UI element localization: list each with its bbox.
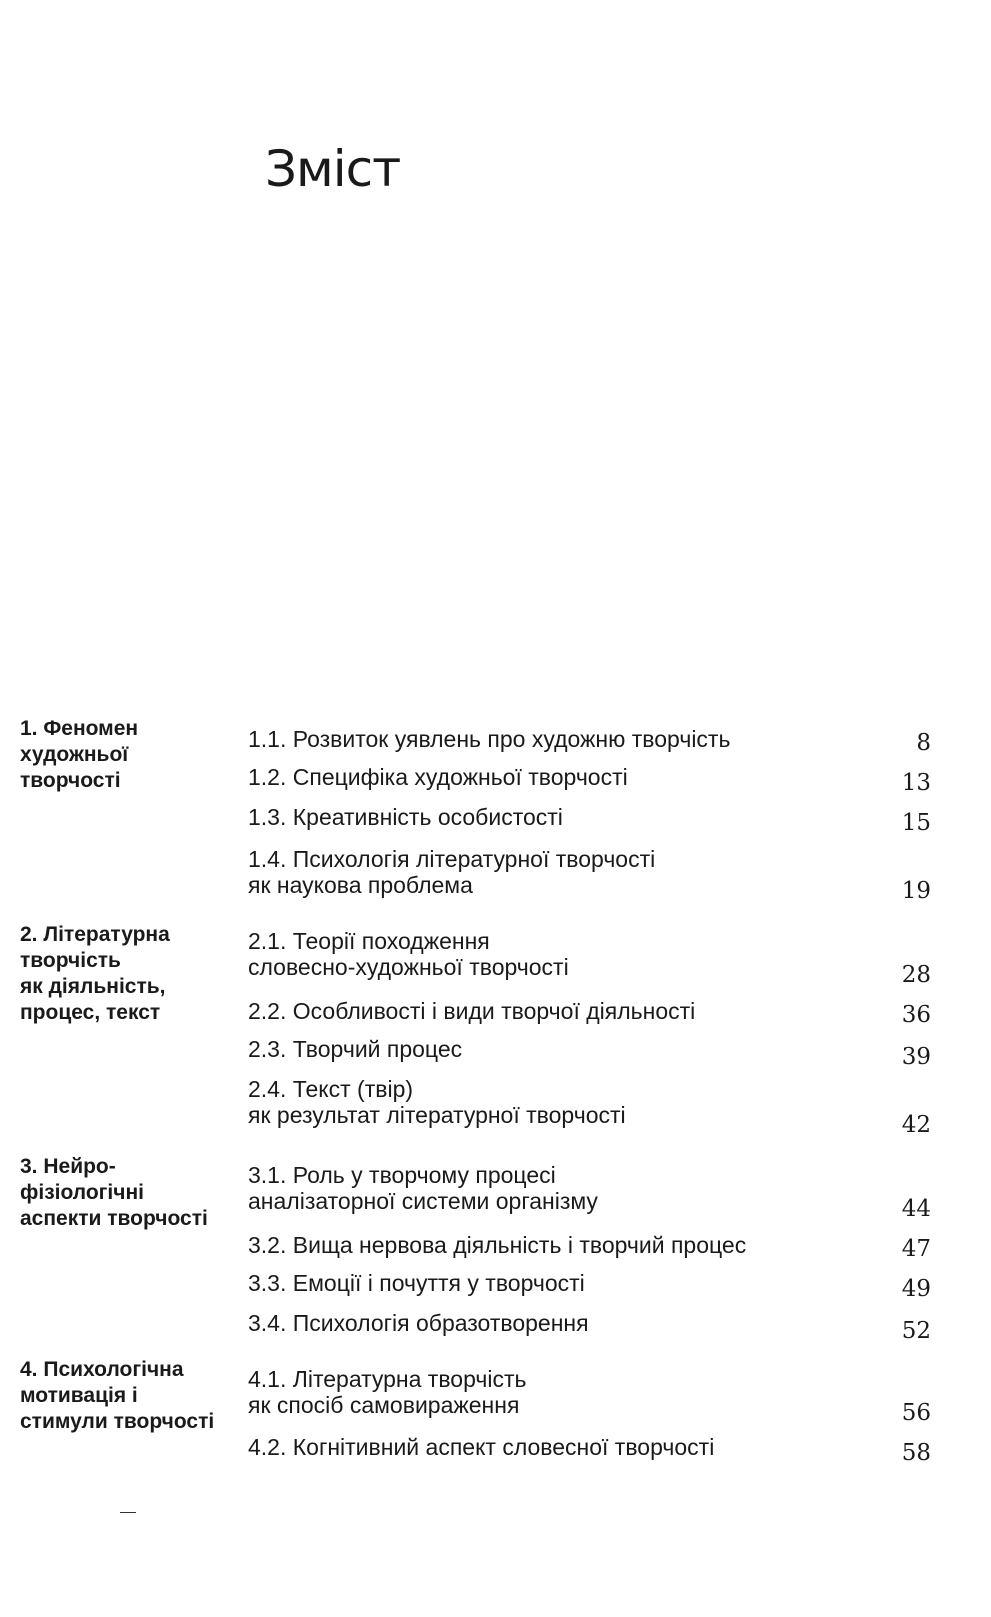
toc-entry-2-4: 2.4. Текст (твір) як результат літературної творчості	[248, 1076, 626, 1128]
divider	[120, 1512, 136, 1513]
page-number: 52	[901, 1318, 931, 1344]
toc-entry-4-1: 4.1. Літературна творчість як спосіб самовираження	[248, 1366, 527, 1418]
toc-entry-3-3: 3.3. Емоції і почуття у творчості	[248, 1270, 585, 1296]
page-number: 28	[901, 962, 931, 988]
toc-entry-1-1: 1.1. Розвиток уявлень про художню творчість	[248, 726, 731, 752]
page-number: 13	[901, 770, 931, 796]
toc-entry-4-2: 4.2. Когнітивний аспект словесної творчості	[248, 1434, 715, 1460]
page-number: 58	[901, 1440, 931, 1466]
toc-entry-3-1: 3.1. Роль у творчому процесі аналізаторної системи організму	[248, 1162, 598, 1214]
toc-entry-1-2: 1.2. Специфіка художньої творчості	[248, 764, 628, 790]
toc-entry-3-4: 3.4. Психологія образотворення	[248, 1310, 589, 1336]
page-title: Зміст	[265, 140, 401, 198]
page-number: 42	[901, 1112, 931, 1138]
page-number: 15	[901, 810, 931, 836]
chapter-1-label: 1. Феномен художньої творчості	[20, 717, 139, 792]
page-number: 44	[901, 1196, 931, 1222]
page-number: 47	[901, 1236, 931, 1262]
page-number: 56	[901, 1400, 931, 1426]
page-number: 49	[901, 1276, 931, 1302]
chapter-3-label: 3. Нейро- фізіологічні аспекти творчості	[20, 1155, 208, 1230]
page-number: 39	[901, 1044, 931, 1070]
toc-entry-2-2: 2.2. Особливості і види творчої діяльності	[248, 998, 696, 1024]
toc-entry-1-4: 1.4. Психологія літературної творчості як наукова проблема	[248, 846, 656, 898]
toc-entry-2-3: 2.3. Творчий процес	[248, 1036, 463, 1062]
chapter-2-label: 2. Літературна творчість як діяльність, процес, текст	[20, 923, 170, 1024]
toc-entry-3-2: 3.2. Вища нервова діяльність і творчий процес	[248, 1232, 747, 1258]
page-number: 8	[916, 730, 931, 756]
chapter-4-label: 4. Психологічна мотивація і стимули творчості	[20, 1358, 215, 1433]
page-number: 19	[901, 878, 931, 904]
page-number: 36	[901, 1002, 931, 1028]
toc-entry-1-3: 1.3. Креативність особистості	[248, 804, 563, 830]
toc-entry-2-1: 2.1. Теорії походження словесно-художньої творчості	[248, 928, 569, 980]
